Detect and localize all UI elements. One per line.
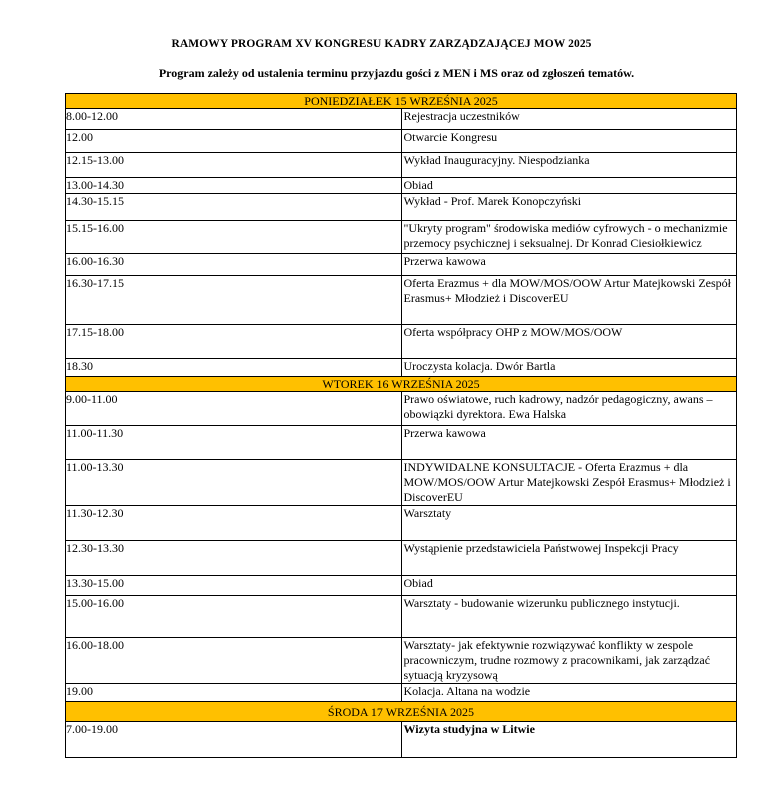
time-cell: 11.00-11.30 bbox=[66, 426, 402, 460]
desc-cell: Oferta Erazmus + dla MOW/MOS/OOW Artur Matejkowski Zespół Erasmus+ Młodzież i DiscoverEU bbox=[401, 276, 737, 325]
table-row bbox=[66, 221, 737, 254]
table-row bbox=[66, 460, 737, 506]
table-row bbox=[66, 359, 737, 377]
time-cell: 9.00-11.00 bbox=[66, 392, 402, 426]
table-row bbox=[66, 392, 737, 426]
time-cell: 12.15-13.00 bbox=[66, 153, 402, 178]
time-cell: 16.00-18.00 bbox=[66, 638, 402, 684]
desc-cell: Przerwa kawowa bbox=[401, 254, 737, 276]
desc-cell: Prawo oświatowe, ruch kadrowy, nadzór pedagogiczny, awans – obowiązki dyrektora. Ewa Halska bbox=[401, 392, 737, 426]
time-cell: 12.00 bbox=[66, 130, 402, 153]
time-cell: 11.30-12.30 bbox=[66, 506, 402, 541]
time-cell: 14.30-15.15 bbox=[66, 194, 402, 221]
table-row bbox=[66, 178, 737, 194]
desc-cell: Obiad bbox=[401, 178, 737, 194]
desc-cell: INDYWIDALNE KONSULTACJE - Oferta Erazmus + dla MOW/MOS/OOW Artur Matejkowski Zespół Erasmus+ Młodzież i DiscoverEU bbox=[401, 460, 737, 506]
desc-cell: "Ukryty program" środowiska mediów cyfrowych - o mechanizmie przemocy psychicznej i seksualnej. Dr Konrad Ciesiołkiewicz bbox=[401, 221, 737, 254]
document-title: RAMOWY PROGRAM XV KONGRESU KADRY ZARZĄDZAJĄCEJ MOW 2025 bbox=[171, 38, 592, 50]
table-row bbox=[66, 684, 737, 702]
desc-cell: Wystąpienie przedstawiciela Państwowej Inspekcji Pracy bbox=[401, 541, 737, 576]
table-row bbox=[66, 596, 737, 638]
time-cell: 17.15-18.00 bbox=[66, 325, 402, 359]
table-row bbox=[66, 325, 737, 359]
desc-cell: Przerwa kawowa bbox=[401, 426, 737, 460]
time-cell: 16.30-17.15 bbox=[66, 276, 402, 325]
desc-cell: Wizyta studyjna w Litwie bbox=[401, 722, 737, 758]
time-cell: 13.00-14.30 bbox=[66, 178, 402, 194]
table-row bbox=[66, 254, 737, 276]
program-table bbox=[65, 93, 737, 758]
day-label: WTOREK 16 WRZEŚNIA 2025 bbox=[66, 377, 737, 392]
table-row bbox=[66, 153, 737, 178]
day-label: PONIEDZIAŁEK 15 WRZEŚNIA 2025 bbox=[66, 94, 737, 109]
time-cell: 18.30 bbox=[66, 359, 402, 377]
time-cell: 19.00 bbox=[66, 684, 402, 702]
day-label: ŚRODA 17 WRZEŚNIA 2025 bbox=[66, 702, 737, 722]
time-cell: 13.30-15.00 bbox=[66, 576, 402, 596]
desc-cell: Wykład Inauguracyjny. Niespodzianka bbox=[401, 153, 737, 178]
table-row bbox=[66, 194, 737, 221]
desc-cell: Uroczysta kolacja. Dwór Bartla bbox=[401, 359, 737, 377]
desc-cell: Obiad bbox=[401, 576, 737, 596]
desc-cell: Wykład - Prof. Marek Konopczyński bbox=[401, 194, 737, 221]
time-cell: 16.00-16.30 bbox=[66, 254, 402, 276]
time-cell: 11.00-13.30 bbox=[66, 460, 402, 506]
desc-cell: Otwarcie Kongresu bbox=[401, 130, 737, 153]
desc-cell: Warsztaty- jak efektywnie rozwiązywać konflikty w zespole pracowniczym, trudne rozmowy z pracownikami, jak zarządzać sytuacją kryzysową bbox=[401, 638, 737, 684]
table-row bbox=[66, 426, 737, 460]
time-cell: 15.15-16.00 bbox=[66, 221, 402, 254]
table-row bbox=[66, 576, 737, 596]
desc-cell: Warsztaty - budowanie wizerunku publicznego instytucji. bbox=[401, 596, 737, 638]
time-cell: 7.00-19.00 bbox=[66, 722, 402, 758]
table-row bbox=[66, 276, 737, 325]
time-cell: 15.00-16.00 bbox=[66, 596, 402, 638]
day-header-monday bbox=[66, 94, 737, 109]
table-row bbox=[66, 722, 737, 758]
time-cell: 12.30-13.30 bbox=[66, 541, 402, 576]
desc-cell: Rejestracja uczestników bbox=[401, 109, 737, 130]
table-row bbox=[66, 638, 737, 684]
table-row bbox=[66, 130, 737, 153]
desc-cell: Warsztaty bbox=[401, 506, 737, 541]
document-subtitle: Program zależy od ustalenia terminu przyjazdu gości z MEN i MS oraz od zgłoszeń tematów. bbox=[158, 66, 635, 80]
desc-cell: Oferta współpracy OHP z MOW/MOS/OOW bbox=[401, 325, 737, 359]
desc-cell: Kolacja. Altana na wodzie bbox=[401, 684, 737, 702]
day-header-wednesday bbox=[66, 702, 737, 722]
table-row bbox=[66, 109, 737, 130]
day-header-tuesday bbox=[66, 377, 737, 392]
time-cell: 8.00-12.00 bbox=[66, 109, 402, 130]
table-row bbox=[66, 506, 737, 541]
table-row bbox=[66, 541, 737, 576]
